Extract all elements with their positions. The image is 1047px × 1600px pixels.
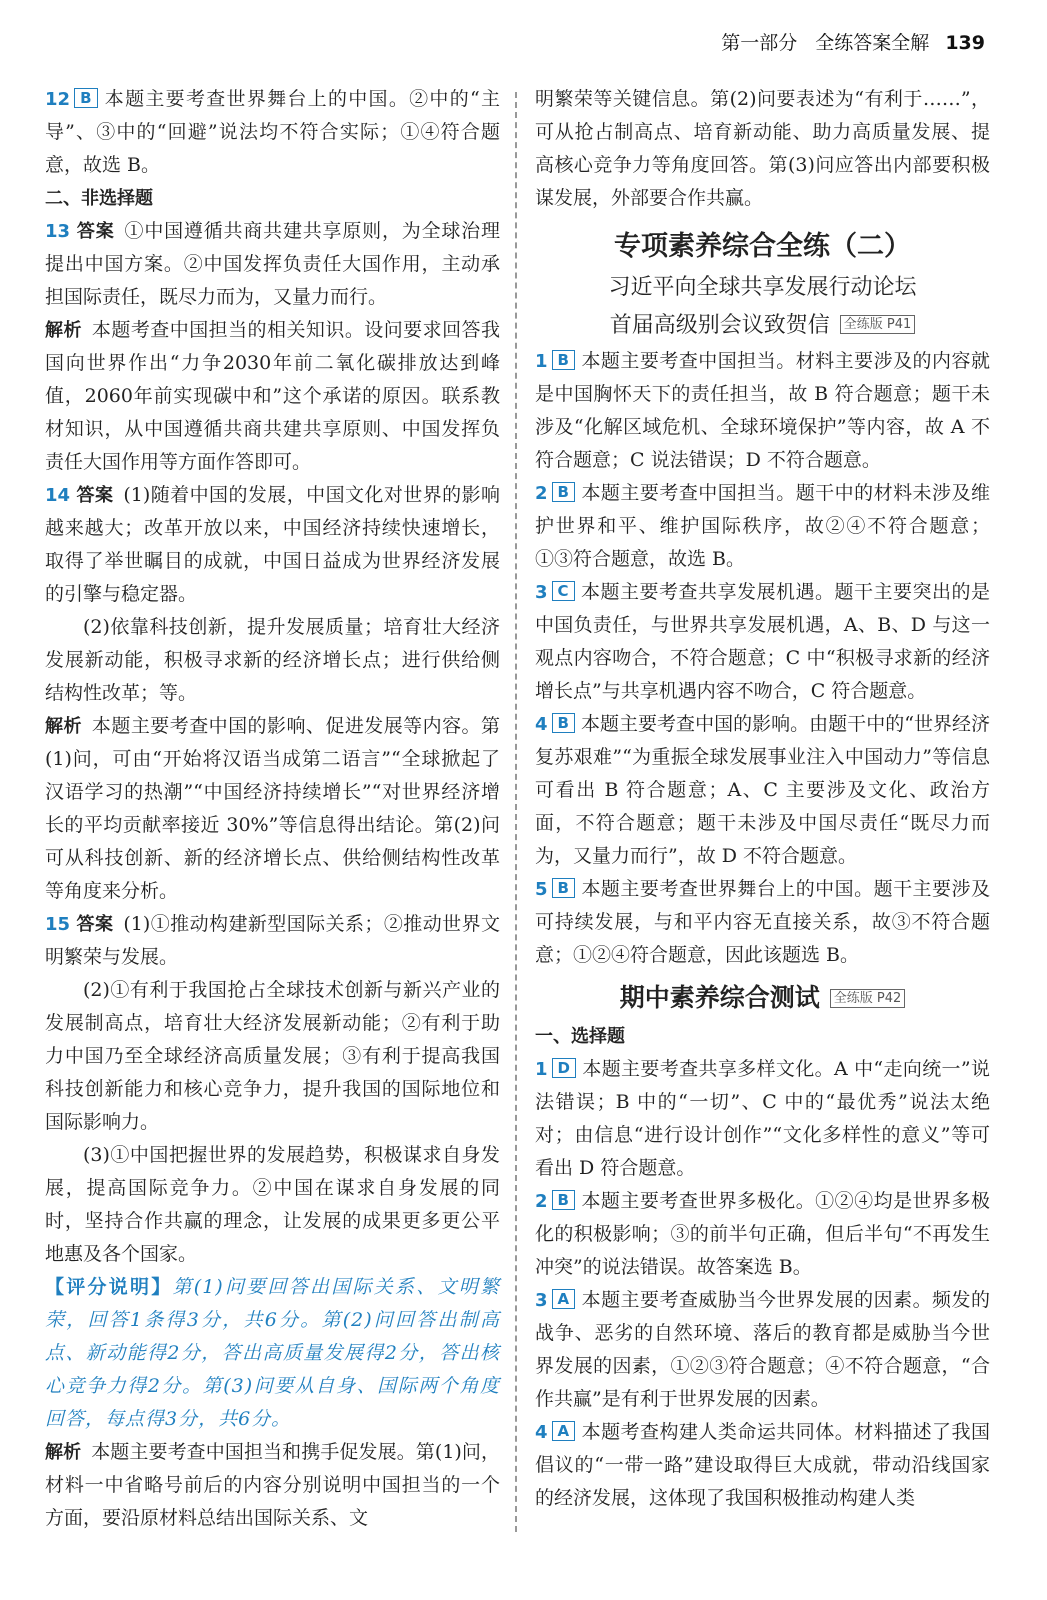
explanation-text: 本题主要考查中国担当。题干中的材料未涉及维护世界和平、维护国际秩序，故②④不符合题意；①③符合题意，故选 B。	[535, 482, 990, 570]
question-item	[535, 1416, 990, 1515]
page-number: 139	[945, 32, 985, 54]
analysis-label: 解析	[45, 716, 82, 737]
section-title-midterm	[535, 976, 990, 1020]
special-section-items	[535, 345, 990, 972]
section-title-special: 专项素养综合全练（二）	[614, 231, 911, 262]
question-14	[45, 479, 500, 908]
question-number: 4	[535, 714, 548, 735]
analysis-text: 本题主要考查中国的影响、促进发展等内容。第(1)问，可由“开始将汉语当成第二语言”“全球掀起了汉语学习的热潮”“中国经济持续增长”“对世界经济增长的平均贡献率接近 30%”等信息得出结论。第(2)问可从科技创新、新的经济增长点、供给侧结构性改革等角度来分析。	[45, 715, 500, 902]
left-column	[45, 83, 500, 1535]
question-12	[45, 83, 500, 182]
question-item	[535, 1284, 990, 1416]
midterm-section-items	[535, 1053, 990, 1515]
question-number: 2	[535, 1191, 548, 1212]
question-item	[535, 1053, 990, 1185]
section-heading: 二、非选择题	[45, 188, 153, 209]
answer-text-2: (2)①有利于我国抢占全球技术创新与新兴产业的发展制高点，培育壮大经济发展新动能；②有利于助力中国乃至全球经济高质量发展；③有利于提高我国科技创新能力和核心竞争力，提升我国的国际地位和国际影响力。	[45, 979, 500, 1133]
answer-text-3: (3)①中国把握世界的发展趋势，积极谋求自身发展，提高国际竞争力。②中国在谋求自身发展的同时，坚持合作共赢的理念，让发展的成果更多更公平地惠及各个国家。	[45, 1144, 500, 1265]
page-reference-badge: 全练版 P42	[830, 989, 906, 1008]
question-number: 3	[535, 1290, 548, 1311]
answer-badge: A	[552, 1289, 576, 1309]
explanation-text: 本题考查构建人类命运共同体。材料描述了我国倡议的“一带一路”建设取得巨大成就，带动沿线国家的经济发展，这体现了我国积极推动构建人类	[535, 1421, 990, 1509]
header-title: 全练答案全解	[815, 32, 930, 54]
header-part: 第一部分	[721, 32, 798, 54]
answer-badge: B	[552, 482, 575, 502]
analysis-text: 本题主要考查中国担当和携手促发展。第(1)问，材料一中省略号前后的内容分别说明中国担当的一个方面，要沿原材料总结出国际关系、文	[45, 1441, 501, 1529]
section-subtitle-1: 习近平向全球共享发展行动论坛	[608, 275, 917, 300]
answer-text-2: (2)依靠科技创新，提升发展质量；培育壮大经济发展新动能，积极寻求新的经济增长点；进行供给侧结构性改革；等。	[45, 616, 500, 704]
question-item	[535, 477, 990, 576]
explanation-text: 本题主要考查世界多极化。①②④均是世界多极化的积极影响；③的前半句正确，但后半句“不再发生冲突”的说法错误。故答案选 B。	[535, 1190, 990, 1278]
explanation-text: 本题主要考查共享多样文化。A 中“走向统一”说法错误；B 中的“一切”、C 中的“最优秀”说法太绝对；由信息“进行设计创作”“文化多样性的意义”等可看出 D 符合题意。	[535, 1058, 990, 1179]
answer-text: ①中国遵循共商共建共享原则，为全球治理提出中国方案。②中国发挥负责任大国作用，主动承担国际责任，既尽力而为，又量力而行。	[45, 220, 500, 308]
question-number: 5	[535, 879, 548, 900]
answer-badge: B	[552, 713, 575, 733]
answer-badge: B	[552, 350, 575, 370]
explanation-text: 本题主要考查世界舞台上的中国。②中的“主导”、③中的“回避”说法均不符合实际；①④符合题意，故选 B。	[45, 88, 500, 176]
explanation-text: 本题主要考查威胁当今世界发展的因素。频发的战争、恶劣的自然环境、落后的教育都是威胁当今世界发展的因素，①②③符合题意；④不符合题意，“合作共赢”是有利于世界发展的因素。	[535, 1289, 990, 1410]
page-header	[709, 28, 985, 55]
analysis-label: 解析	[45, 1442, 82, 1463]
question-item	[535, 708, 990, 873]
analysis-label: 解析	[45, 320, 82, 341]
answer-badge: C	[552, 581, 575, 601]
answer-badge: B	[552, 878, 575, 898]
question-number: 2	[535, 483, 548, 504]
question-number: 3	[535, 582, 548, 603]
explanation-text: 本题主要考查中国担当。材料主要涉及的内容就是中国胸怀天下的责任担当，故 B 符合题意；题干未涉及“化解区域危机、全球环境保护”等内容，故 A 不符合题意；C 说法错误；D 不符合题意。	[535, 350, 990, 471]
answer-badge: B	[552, 1190, 575, 1210]
column-divider	[515, 92, 517, 1532]
question-number: 15	[45, 914, 71, 935]
answer-badge: A	[552, 1421, 576, 1441]
question-number: 14	[45, 485, 71, 506]
answer-badge: D	[552, 1058, 576, 1078]
page-reference-badge: 全练版 P41	[840, 315, 916, 334]
explanation-text: 本题主要考查共享发展机遇。题干主要突出的是中国负责任，与世界共享发展机遇，A、B、D 与这一观点内容吻合，不符合题意；C 中“积极寻求新的经济增长点”与共享机遇内容不吻合，C 符合题意。	[535, 581, 990, 702]
explanation-text: 本题主要考查中国的影响。由题干中的“世界经济复苏艰难”“为重振全球发展事业注入中国动力”等信息可看出 B 符合题意；A、C 主要涉及文化、政治方面，不符合题意；题干未涉及中国尽责任“既尽力而为，又量力而行”，故 D 不符合题意。	[535, 713, 990, 867]
continued-text: 明繁荣等关键信息。第(2)问要表述为“有利于……”，可从抢占制高点、培育新动能、助力高质量发展、提高核心竞争力等角度回答。第(3)问应答出内部要积极谋发展，外部要合作共赢。	[535, 88, 990, 209]
question-number: 12	[45, 89, 71, 110]
analysis-text: 本题考查中国担当的相关知识。设问要求回答我国向世界作出“力争2030年前二氧化碳排放达到峰值，2060年前实现碳中和”这个承诺的原因。联系教材知识，从中国遵循共商共建共享原则、中国发挥负责任大国作用等方面作答即可。	[45, 319, 500, 473]
question-item	[535, 345, 990, 477]
scoring-note-text: 第(1)问要回答出国际关系、文明繁荣，回答1条得3分，共6分。第(2)问回答出制高点、新动能得2分，答出高质量发展得2分，答出核心竞争力得2分。第(3)问要从自身、国际两个角度回答，每点得3分，共6分。	[45, 1276, 500, 1430]
question-item	[535, 576, 990, 708]
scoring-note-label: 【评分说明】	[45, 1276, 173, 1298]
question-number: 1	[535, 1059, 548, 1080]
question-13	[45, 215, 500, 479]
question-number: 1	[535, 351, 548, 372]
question-item	[535, 873, 990, 972]
explanation-text: 本题主要考查世界舞台上的中国。题干主要涉及可持续发展，与和平内容无直接关系，故③不符合题意；①②④符合题意，因此该题选 B。	[535, 878, 990, 966]
answer-text-1: (1)随着中国的发展，中国文化对世界的影响越来越大；改革开放以来，中国经济持续快速增长，取得了举世瞩目的成就，中国日益成为世界经济发展的引擎与稳定器。	[45, 484, 500, 605]
right-column	[535, 83, 990, 1515]
question-number: 13	[45, 221, 71, 242]
midterm-title-text: 期中素养综合测试	[619, 983, 820, 1012]
section-subtitle-2	[535, 307, 990, 345]
question-item	[535, 1185, 990, 1284]
answer-label: 答案	[76, 914, 114, 935]
answer-text-1: (1)①推动构建新型国际关系；②推动世界文明繁荣与发展。	[45, 913, 500, 968]
answer-badge: B	[74, 88, 97, 108]
question-15	[45, 908, 500, 1535]
answer-label: 答案	[76, 221, 115, 242]
subtitle-2-text: 首届高级别会议致贺信	[609, 313, 830, 338]
question-number: 4	[535, 1422, 548, 1443]
section-heading: 一、选择题	[535, 1026, 625, 1047]
answer-label: 答案	[76, 485, 114, 506]
